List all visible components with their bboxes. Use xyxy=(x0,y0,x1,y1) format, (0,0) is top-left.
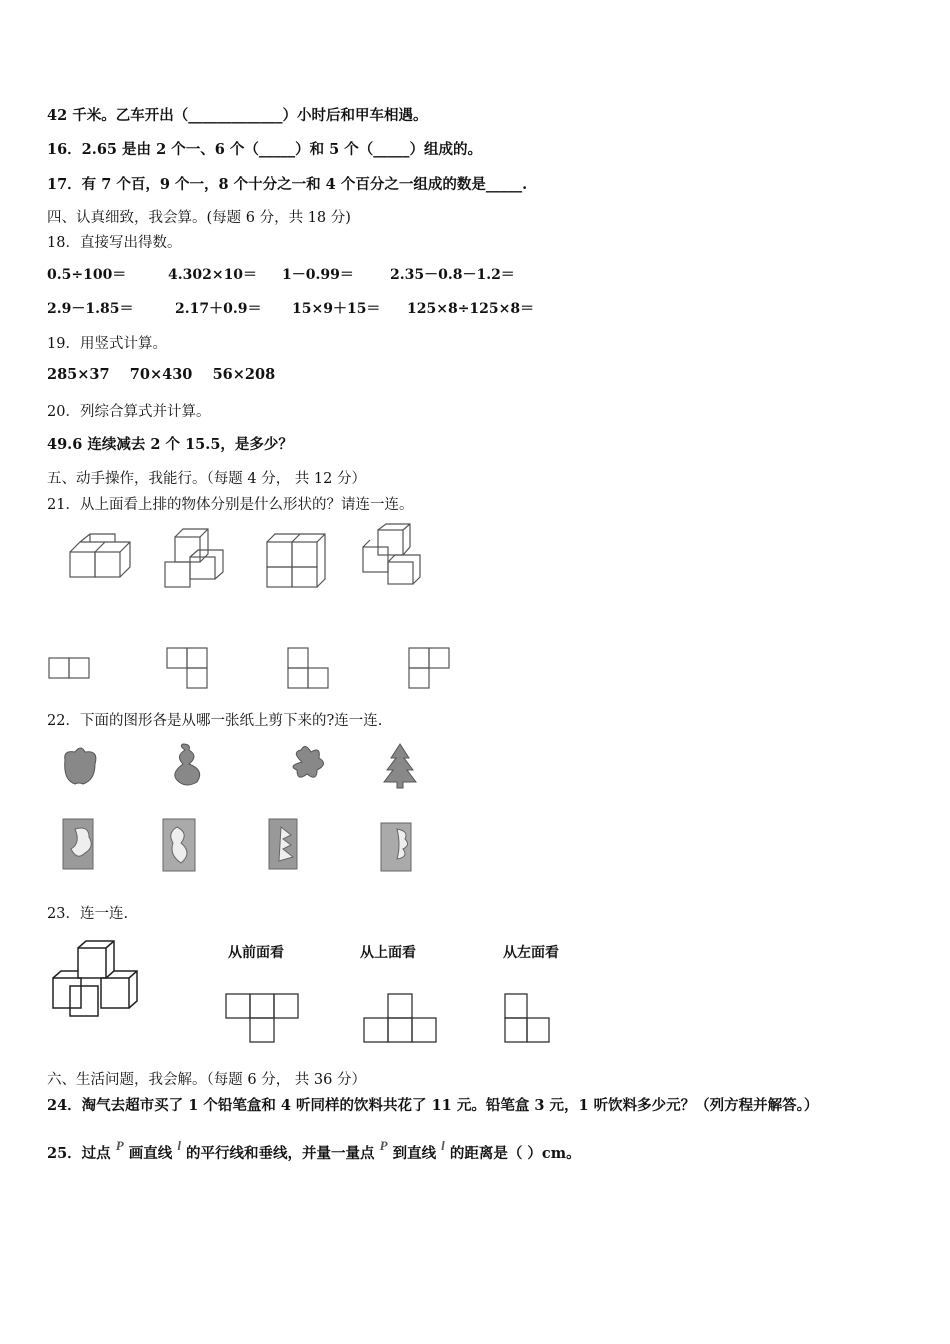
view-a xyxy=(49,658,89,678)
q21-solids xyxy=(60,522,440,592)
solid-1 xyxy=(70,534,130,577)
q22-shapes xyxy=(55,742,435,792)
q25-text-b: 画直线 xyxy=(128,1145,173,1162)
view-c xyxy=(288,648,328,688)
caption-top: 从上面看 xyxy=(360,945,416,961)
q25 xyxy=(47,1138,581,1163)
q25-text-c: 的平行线和垂线，并量一量点 xyxy=(186,1145,375,1162)
q23: 23．连一连. xyxy=(47,906,129,922)
section-4-heading: 四、认真细致，我会算。(每题 6 分，共 18 分) xyxy=(47,210,351,226)
paper-b xyxy=(163,819,195,871)
paper-c xyxy=(269,819,297,869)
section-6-heading: 六、生活问题，我会解。（每题 6 分， 共 36 分） xyxy=(47,1072,366,1088)
q23-views xyxy=(222,990,557,1048)
tree-shape xyxy=(384,744,416,788)
q21-views xyxy=(45,644,455,692)
q25-text-e: 的距离是（ ）cm。 xyxy=(449,1145,581,1162)
top-view xyxy=(364,994,436,1042)
q25-point-p2: P xyxy=(379,1138,388,1153)
q22-papers xyxy=(55,815,425,875)
q25-text-d: 到直线 xyxy=(392,1145,437,1162)
calc-r1-1: 0.5÷100＝ xyxy=(47,267,127,283)
view-b xyxy=(167,648,207,688)
paper-a xyxy=(63,819,93,869)
front-view xyxy=(226,994,298,1042)
calc-r1-4: 2.35－0.8－1.2＝ xyxy=(390,267,515,283)
calc-r2-3: 15×9＋15＝ xyxy=(292,301,381,317)
q17: 17．有 7 个百，9 个一，8 个十分之一和 4 个百分之一组成的数是_____. xyxy=(47,176,528,193)
q20-body: 49.6 连续减去 2 个 15.5，是多少？ xyxy=(47,436,293,453)
apple-shape xyxy=(65,748,96,784)
calc-r2-4: 125×8÷125×8＝ xyxy=(407,301,535,317)
q22: 22．下面的图形各是从哪一张纸上剪下来的?连一连. xyxy=(47,713,383,729)
calc-r1-2: 4.302×10＝ xyxy=(168,267,258,283)
q25-line-l: l xyxy=(177,1138,181,1153)
q25-point-p: P xyxy=(115,1138,124,1153)
calc-r1-3: 1－0.99＝ xyxy=(282,267,354,283)
q25-text-a: 25．过点 xyxy=(47,1145,111,1162)
caption-left: 从左面看 xyxy=(503,945,559,961)
q24: 24．淘气去超市买了 1 个铅笔盒和 4 听同样的饮料共花了 11 元。铅笔盒 3 元，1 听饮料多少元？（列方程并解答。） xyxy=(47,1097,819,1114)
q25-line-l2: l xyxy=(441,1138,445,1153)
solid-2 xyxy=(165,529,223,587)
section-5-heading: 五、动手操作，我能行。（每题 4 分， 共 12 分） xyxy=(47,471,366,487)
solid-3 xyxy=(267,534,325,587)
solid-4 xyxy=(363,524,420,584)
caption-front: 从前面看 xyxy=(228,945,284,961)
q16: 16．2.65 是由 2 个一、6 个（_____）和 5 个（_____）组成的。 xyxy=(47,141,483,158)
gourd-shape xyxy=(175,744,200,785)
q23-solid xyxy=(48,938,158,1018)
q21: 21．从上面看上排的物体分别是什么形状的？请连一连。 xyxy=(47,497,414,513)
q19-items: 285×37 70×430 56×208 xyxy=(47,366,276,383)
q19: 19．用竖式计算。 xyxy=(47,336,167,352)
q18: 18．直接写出得数。 xyxy=(47,235,182,251)
q15-tail: 42 千米。乙车开出（_____________）小时后和甲车相遇。 xyxy=(47,107,428,124)
paper-d xyxy=(381,823,411,871)
flower-shape xyxy=(293,746,324,777)
calc-r2-1: 2.9－1.85＝ xyxy=(47,301,134,317)
left-view xyxy=(505,994,549,1042)
q20: 20．列综合算式并计算。 xyxy=(47,404,211,420)
view-d xyxy=(409,648,449,688)
calc-r2-2: 2.17＋0.9＝ xyxy=(175,301,262,317)
